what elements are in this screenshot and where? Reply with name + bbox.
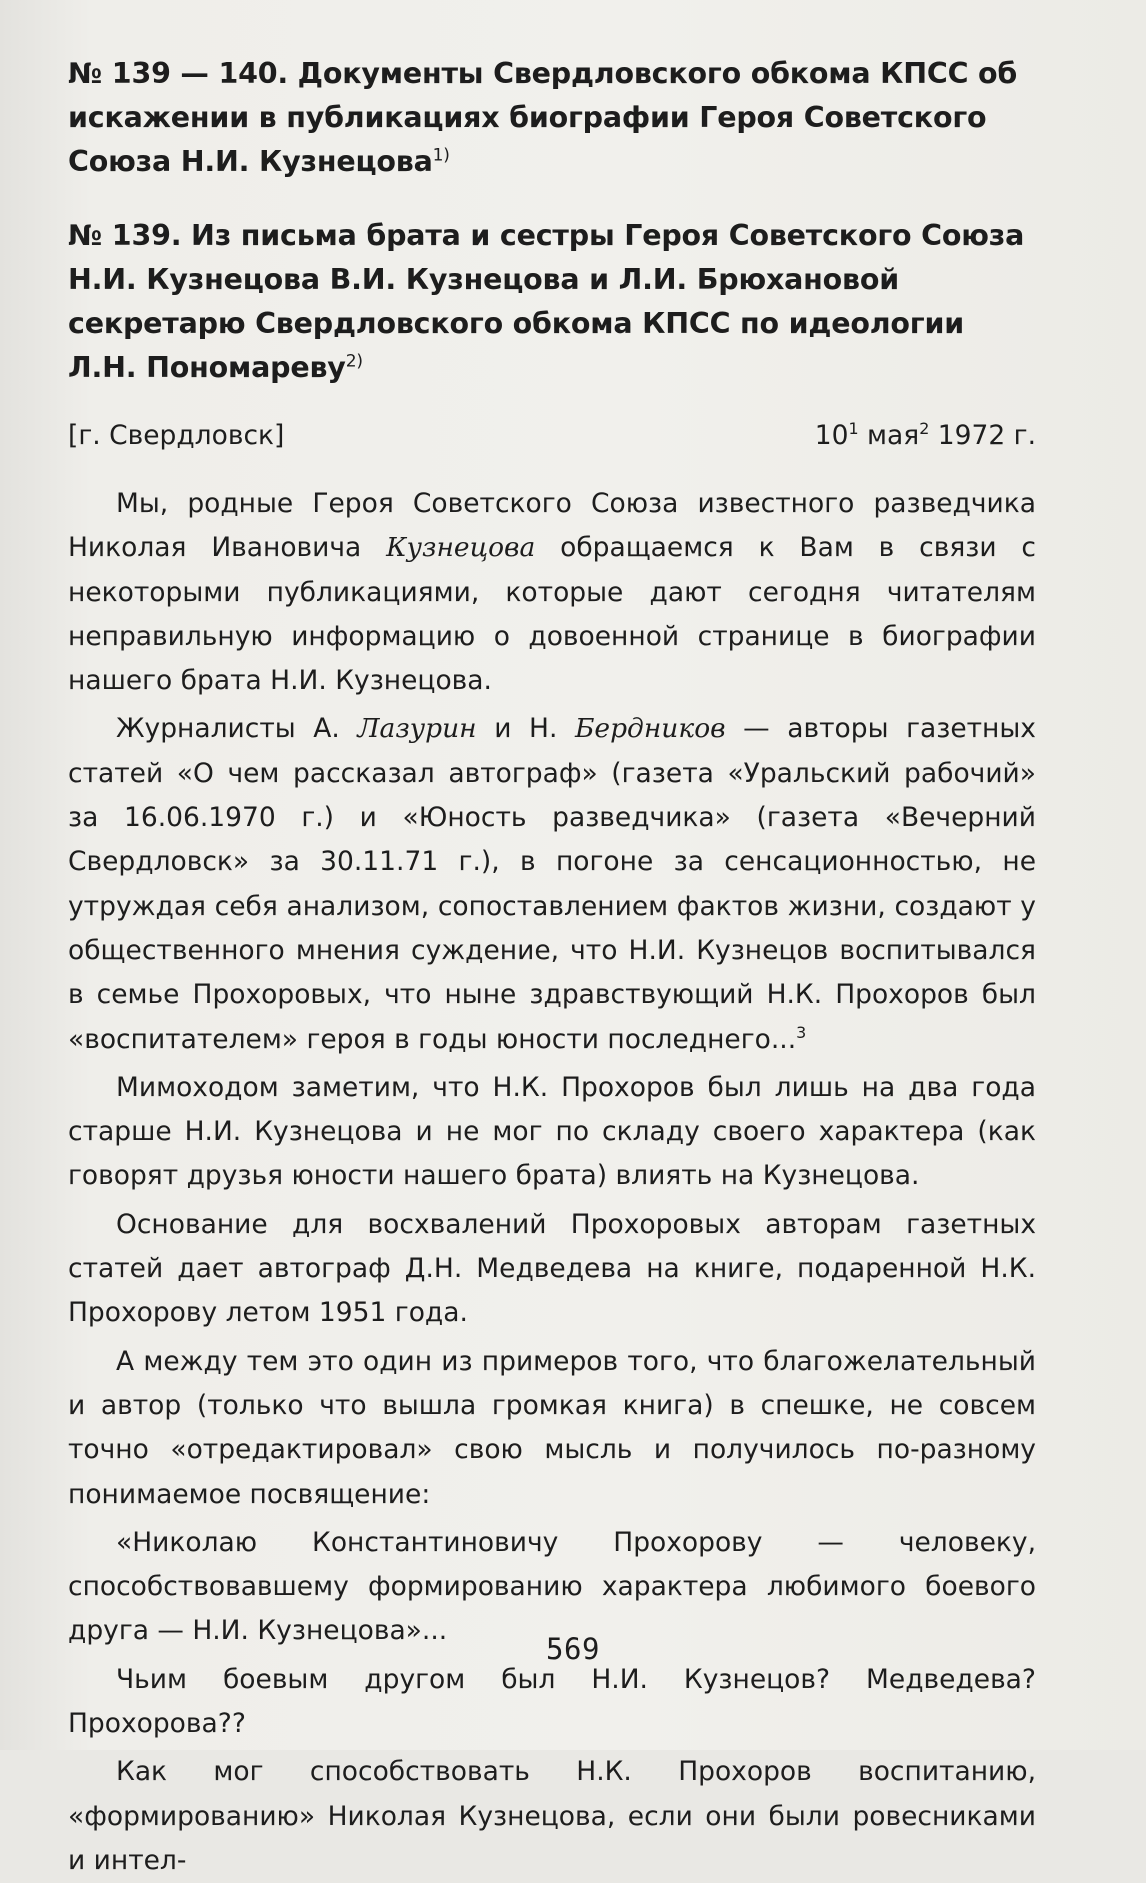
paragraph-2-name-2: Бердников	[574, 713, 726, 745]
paragraph-8: Как мог способствовать Н.К. Прохоров воспитанию, «формированию» Николая Кузнецова, если они были ровесниками и интел-	[68, 1756, 1036, 1876]
date-day-note: 1	[848, 419, 859, 439]
dateline	[68, 414, 1036, 458]
paragraph-2-text-c: — авторы газетных статей «О чем рассказал автограф» (газета «Уральский рабочий» за 16.06.1970 г.) и «Юность разведчика» (газета «Вечерний Свердловск» за 30.11.71 г.), в погоне за сенсационностью, не утруждая себя анализом, сопоставлением фактов жизни, создают у общественного мнения суждение, что Н.И. Кузнецов воспитывался в семье Прохоровых, что ныне здравствующий Н.К. Прохоров был «воспитателем» героя в годы юности последнего...	[68, 713, 1036, 1055]
paragraph-1-text-a: Мы, родные Героя Советского Союза известного разведчика Николая Ивановича	[68, 488, 1036, 564]
date-month-note: 2	[919, 419, 930, 439]
paragraph-6-quote: «Николаю Константиновичу Прохорову — человеку, способствовавшему формированию характера любимого боевого друга — Н.И. Кузнецова»...	[68, 1526, 1036, 1647]
paragraph-2	[68, 707, 1036, 1061]
paragraph-2-text-a: Журналисты А.	[116, 713, 358, 745]
paragraph-1-name: Кузнецова	[386, 532, 536, 564]
date-year: 1972 г.	[929, 420, 1036, 451]
date-month: мая	[858, 420, 920, 451]
page-number: 569	[546, 1632, 600, 1666]
paragraph-1	[68, 482, 1036, 703]
document-heading	[68, 214, 1036, 390]
section-heading-footnote-mark: 1)	[432, 145, 450, 166]
paragraph-2-footnote-mark: 3	[796, 1022, 807, 1042]
paragraph-1-text-b: обращаемся к Вам в связи с некоторыми публикациями, которые дают сегодня читателям неправильную информацию о довоенной странице в биографии нашего брата Н.И. Кузнецова.	[68, 532, 1036, 697]
section-heading	[68, 52, 1036, 184]
dateline-place: [г. Свердловск]	[68, 420, 285, 451]
section-heading-text: № 139 — 140. Документы Свердловского обкома КПСС об искажении в публикациях биографии Героя Советского Союза Н.И. Кузнецова	[68, 57, 1018, 178]
paragraph-7: Чьим боевым другом был Н.И. Кузнецов? Медведева? Прохорова??	[68, 1663, 1036, 1740]
document-heading-text: № 139. Из письма брата и сестры Героя Советского Союза Н.И. Кузнецова В.И. Кузнецова и Л.И. Брюхановой секретарю Свердловского обкома КПСС по идеологии Л.Н. Пономареву	[68, 219, 1025, 384]
paragraph-2-text-b: и Н.	[476, 713, 575, 745]
paragraph-5: А между тем это один из примеров того, что благожелательный и автор (только что вышла громкая книга) в спешке, не совсем точно «отредактировал» свою мысль и получилось по-разному понимаемое посвящение:	[68, 1345, 1036, 1510]
document-heading-footnote-mark: 2)	[345, 351, 363, 372]
paragraph-2-name-1: Лазурин	[357, 713, 477, 745]
dateline-date	[815, 414, 1036, 458]
date-day: 10	[814, 420, 849, 451]
paragraph-3: Мимоходом заметим, что Н.К. Прохоров был лишь на два года старше Н.И. Кузнецова и не мог по складу своего характера (как говорят друзья юности нашего брата) влиять на Кузнецова.	[68, 1071, 1036, 1192]
paragraph-4: Основание для восхвалений Прохоровых авторам газетных статей дает автограф Д.Н. Медведева на книге, подаренной Н.К. Прохорову летом 1951 года.	[68, 1208, 1036, 1329]
page-content	[68, 52, 1036, 1883]
